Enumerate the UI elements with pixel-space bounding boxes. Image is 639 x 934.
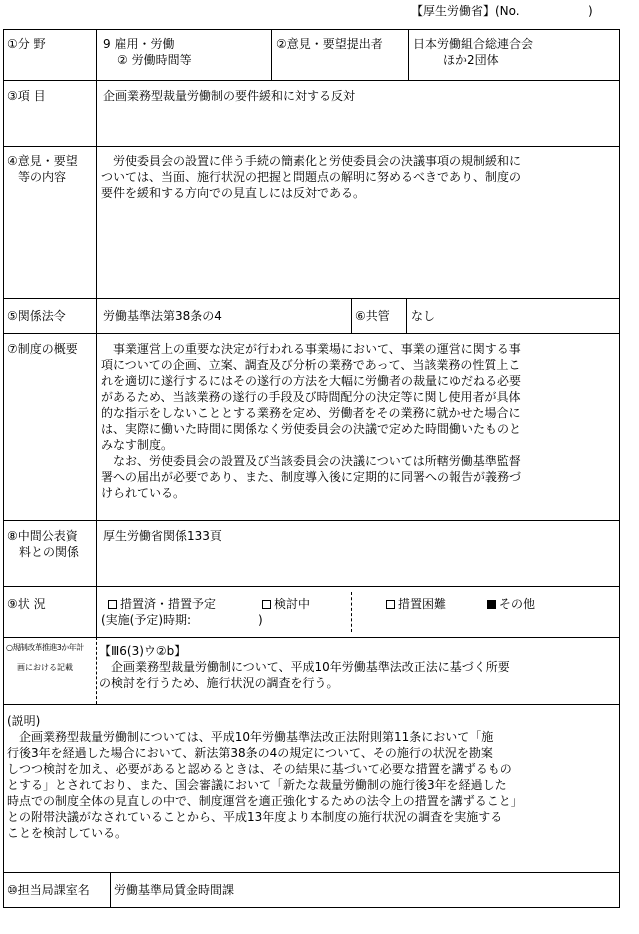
interim-label-line2: 料との関係 — [19, 545, 80, 559]
kyokan-value: なし — [411, 309, 436, 323]
status-option-difficult[interactable] — [386, 596, 446, 612]
number-close: ) — [588, 4, 593, 18]
reform-plan-reference: 【Ⅲ6(3)ウ②b】 — [99, 644, 187, 658]
system-overview-body: 事業運営上の重要な決定が行われる事業場において、事業の運営に関する事 項についての企画、立案、調査及び分析の業務であって、当該業務の性質上こ れを適切に遂行するにはその遂行の方法を大幅に労働者の裁量にゆだねる必要 があるため、当該業務の遂行の手段及び時間配分の決定等に関し使用者が具体 的な指示をしないこととする業務を定め、労働者をその業務に就かせた場合に は、実際に働いた時間に関係なく労使委員会の決議で定めた時間働いたものと みなす制度。 なお、労使委員会の設置及び当該委員会の決議については所轄労働基準監督 署への届出が必要であり、また、制度導入後に定期的に同署への報告が義務づ けられている。 — [101, 342, 522, 500]
status-option-label: 措置困難 — [398, 597, 447, 611]
submitter-label: ②意見・要望提出者 — [276, 37, 383, 51]
divider — [110, 872, 111, 908]
status-option-label: 措置済・措置予定 — [120, 597, 217, 611]
bureau-value: 労働基準局賃金時間課 — [114, 883, 235, 897]
opinion-label-line2: 等の内容 — [18, 170, 67, 184]
item-value: 企画業務型裁量労働制の要件緩和に対する反対 — [103, 89, 356, 103]
divider — [3, 872, 620, 873]
bureau-label: ⑩担当局課室名 — [7, 883, 90, 897]
status-option-label: 検討中 — [274, 597, 311, 611]
status-option-label: その他 — [499, 597, 536, 611]
field-value-line1: 9 雇用・労働 — [103, 37, 175, 51]
divider — [406, 298, 407, 333]
status-label: ⑨状 況 — [7, 597, 46, 611]
status-option-implemented[interactable] — [108, 596, 216, 612]
reform-plan-label-line2: 画における記載 — [17, 663, 73, 672]
reform-plan-label-line1: ○規制改革推進3か年計 — [6, 643, 84, 652]
opinion-label-line1: ④意見・要望 — [7, 154, 78, 168]
divider — [271, 29, 272, 80]
related-law-value: 労働基準法第38条の4 — [103, 309, 222, 323]
field-value-line2: ② 労働時間等 — [117, 53, 192, 67]
submitter-line2: ほか2団体 — [443, 53, 499, 67]
label-column-line — [96, 29, 97, 637]
implementation-date-close: ) — [258, 613, 263, 627]
dashed-divider — [351, 592, 352, 632]
status-option-under-review[interactable] — [262, 596, 310, 612]
ministry-header: 【厚生労働省】(No. — [411, 4, 520, 18]
implementation-date-label: (実施(予定)時期: — [101, 613, 192, 627]
explanation-heading: (説明) — [7, 714, 41, 728]
submitter-line1: 日本労働組合総連合会 — [413, 37, 534, 51]
item-label: ③項 目 — [7, 89, 46, 103]
checkbox-empty-icon — [262, 600, 271, 609]
divider — [351, 298, 352, 333]
interim-label-line1: ⑧中間公表資 — [7, 529, 78, 543]
interim-value: 厚生労働省関係133頁 — [103, 529, 222, 543]
checkbox-empty-icon — [386, 600, 395, 609]
field-label: ①分 野 — [7, 37, 46, 51]
system-overview-label: ⑦制度の概要 — [7, 342, 78, 356]
opinion-body: 労使委員会の設置に伴う手続の簡素化と労使委員会の決議事項の規制緩和に ついては、当面、施行状況の把握と問題点の解明に努めるべきであり、制度の 要件を緩和する方向での見直しには反対である。 — [101, 154, 522, 200]
divider — [3, 704, 620, 705]
checkbox-filled-icon — [487, 600, 496, 609]
kyokan-label: ⑥共管 — [355, 309, 390, 323]
reform-plan-body: 企画業務型裁量労働制について、平成10年労働基準法改正法に基づく所要 の検討を行うため、施行状況の調査を行う。 — [99, 660, 510, 690]
explanation-body: 企画業務型裁量労働制については、平成10年労働基準法改正法附則第11条において「施 行後3年を経過した場合において、新法第38条の4の規定について、その施行の状況を勘案 しつつ検討を加え、必要があると認めるときは、その結果に基づいて必要な措置を講ずるもの とする」とされており、また、国会審議において「新たな裁量労働制の施行後3年を経過した 時点での制度全体の見直しの中で、制度運営を適正強化するための法令上の措置を講ずること」 との附帯決議がなされていることから、平成13年度より本制度の施行状況の調査を実施する ことを検討している。 — [7, 730, 523, 840]
related-law-label: ⑤関係法令 — [7, 309, 66, 323]
status-option-other[interactable] — [487, 596, 535, 612]
checkbox-empty-icon — [108, 600, 117, 609]
divider — [408, 29, 409, 80]
dashed-divider — [96, 637, 97, 704]
